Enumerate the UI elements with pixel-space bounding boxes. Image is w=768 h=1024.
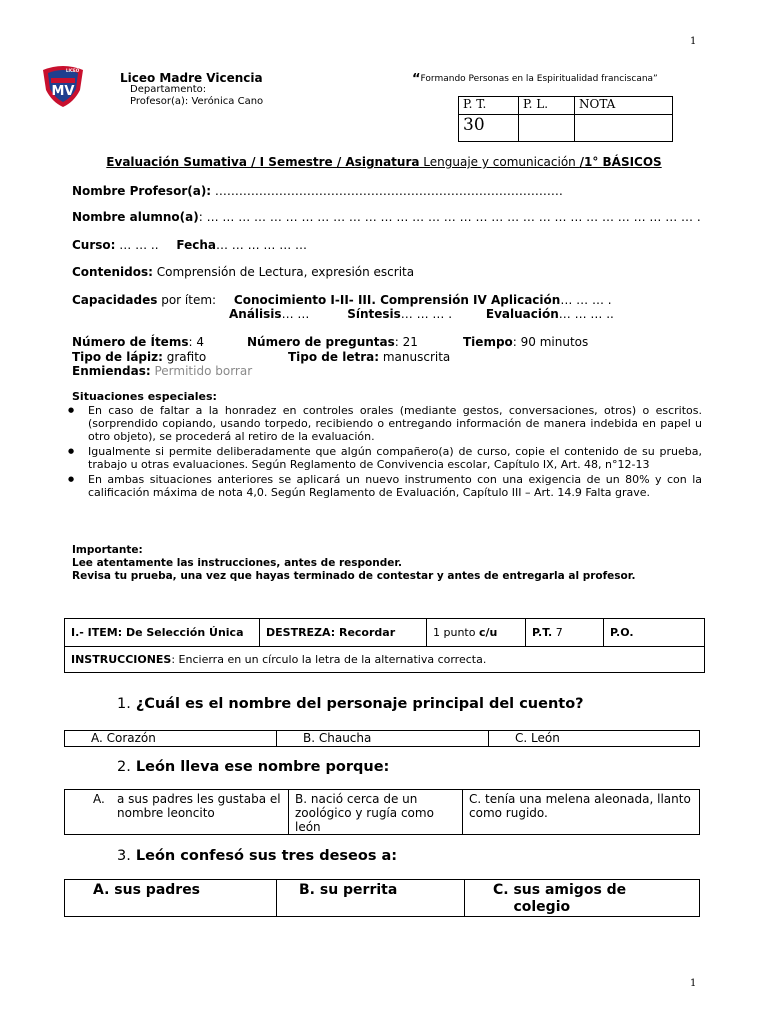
capacity-evaluation: Evaluación [485, 307, 559, 321]
option-1a[interactable]: A. Corazón [65, 731, 277, 747]
pt-value: 7 [552, 626, 563, 639]
item-header-table [64, 618, 705, 673]
question-2-number: 2. [117, 759, 131, 775]
capacity-application-dots: … … … . [560, 293, 612, 307]
po-label[interactable]: P.O. [604, 619, 705, 647]
questions-count-line [247, 335, 418, 349]
capacity-evaluation-dots: … … … .. [558, 307, 614, 321]
date-label: Fecha [176, 238, 216, 252]
grade-value-pl[interactable] [519, 115, 575, 142]
capacity-analysis: Análisis [229, 307, 282, 321]
capacity-analysis-dots: … … [281, 307, 310, 321]
option-3b[interactable]: B. su perrita [277, 880, 465, 917]
pt-cell [526, 619, 604, 647]
option-2a[interactable] [65, 790, 289, 835]
item-label: I.- ITEM: De Selección Única [65, 619, 260, 647]
important-block [72, 544, 635, 583]
list-item: ● En ambas situaciones anteriores se aplicará un nuevo instrumento con una exigencia de un 80% y con la calificación máxima de nota 4,0. Según Reglamento de Evaluación, Capítulo III – Art. 14.9 Falta grave. [68, 473, 702, 499]
option-1b[interactable]: B. Chaucha [277, 731, 489, 747]
capacity-knowledge: Conocimiento I-II- III [233, 293, 372, 307]
question-1-text: ¿Cuál es el nombre del personaje principal del cuento? [130, 696, 584, 712]
question-3-number: 3. [117, 848, 131, 864]
motto [412, 72, 658, 87]
question-1-options [64, 730, 700, 747]
question-2-options [64, 789, 700, 835]
important-line-2: Revisa tu prueba, una vez que hayas terminado de contestar y antes de entregarla al profesor. [72, 570, 636, 582]
corrections-label: Enmiendas: [72, 364, 151, 378]
teacher-name-field[interactable] [72, 184, 563, 198]
crest-label: LICEO [66, 68, 80, 73]
skill-label: DESTREZA: Recordar [260, 619, 427, 647]
time-label: Tiempo [463, 335, 513, 349]
option-2a-letter: A. [93, 792, 105, 806]
capacity-comprehension: . Comprensión IV Aplicación [371, 293, 561, 307]
grade-value-pt: 30 [459, 115, 519, 142]
page-number-top: 1 [690, 36, 697, 47]
pencil-line [72, 350, 206, 364]
capacity-synthesis: Síntesis [347, 307, 401, 321]
contents-label: Contenidos: [72, 265, 153, 279]
option-3c-letter: C. [493, 882, 509, 898]
option-1c[interactable]: C. León [489, 731, 700, 747]
pt-label: P.T. [532, 626, 553, 639]
grade-table [458, 96, 673, 142]
question-2-text: León lleva ese nombre porque: [130, 759, 390, 775]
time-value: : 90 minutos [512, 335, 589, 349]
page-number-bottom: 1 [690, 978, 697, 989]
questions-count-value: : 21 [394, 335, 418, 349]
date-dots: … … … … … … [215, 238, 308, 252]
special-situations-list [68, 404, 702, 501]
instructions-cell [65, 647, 705, 673]
question-1-number: 1. [117, 696, 131, 712]
list-item: ● Igualmente si permite deliberadamente que algún compañero(a) de curso, copie el contenido de su prueba, trabajo u otras evaluaciones. Según Reglamento de Convivencia escolar, Capítulo IX, Art. 48, n°12-13 [68, 445, 702, 471]
title-bold: Evaluación Sumativa / I Semestre / Asignatura [106, 155, 420, 169]
department-label: Departamento: [130, 84, 207, 95]
contents-line [72, 265, 414, 279]
grade-header-pl: P. L. [519, 97, 575, 115]
title-level: /1° BÁSICOS [579, 155, 662, 169]
school-name: Liceo Madre Vicencia [120, 71, 263, 85]
department-block [130, 84, 263, 108]
option-2c[interactable]: C. tenía una melena aleonada, llanto como rugido. [463, 790, 700, 835]
important-line-1: Lee atentamente las instrucciones, antes de responder. [72, 557, 403, 569]
question-2 [117, 759, 389, 775]
teacher-name-label: Nombre Profesor(a): [72, 184, 212, 198]
student-name-label: Nombre alumno(a) [72, 210, 199, 224]
time-line [463, 335, 588, 349]
option-3a[interactable]: A. sus padres [65, 880, 277, 917]
option-3c[interactable] [465, 880, 700, 917]
question-1 [117, 696, 584, 712]
capacities-mid: por ítem: [157, 293, 217, 307]
title-subject: Lenguaje y comunicación [419, 155, 580, 169]
points-unit: c/u [478, 626, 498, 639]
svg-text:MV: MV [51, 84, 75, 99]
corrections-line [72, 364, 252, 378]
pencil-value: grafito [162, 350, 207, 364]
option-2b[interactable]: B. nació cerca de un zoológico y rugía como león [289, 790, 463, 835]
pencil-label: Tipo de lápiz: [72, 350, 163, 364]
option-3c-text: sus amigos de colegio [513, 882, 627, 915]
capacities-label: Capacidades [72, 293, 158, 307]
grade-header-pt: P. T. [459, 97, 519, 115]
capacity-synthesis-dots: … … … . [400, 307, 453, 321]
special-situations-title: Situaciones especiales: [72, 390, 217, 403]
course-label: Curso: [72, 238, 116, 252]
letter-label: Tipo de letra: [288, 350, 380, 364]
course-dots: … … .. [115, 238, 159, 252]
corrections-value: Permitido borrar [150, 364, 253, 378]
letter-line [288, 350, 450, 364]
teacher-name-dots: …………………………………………………………………………… [211, 184, 563, 198]
points-cell [427, 619, 526, 647]
important-title: Importante: [72, 544, 143, 556]
points-pre: 1 punto [433, 626, 479, 639]
instructions-text: : Encierra en un círculo la letra de la alternativa correcta. [171, 653, 487, 666]
student-name-dots: : … … … … … … … … … … … … … … … … … … … … … … … … … … … … … … … . [198, 210, 701, 224]
course-date-field[interactable] [72, 238, 307, 252]
capacities-line [72, 293, 612, 307]
grade-header-nota: NOTA [575, 97, 673, 115]
list-item: ● En caso de faltar a la honradez en controles orales (mediante gestos, conversaciones, otros) o escritos. (sorprendido copiando, usando torpedo, recibiendo o entregando información de manera indebida en papel u otro objeto), se procederá al retiro de la evaluación. [68, 404, 702, 443]
items-count-value: : 4 [188, 335, 204, 349]
motto-quote: “ [412, 72, 421, 87]
items-count-label: Número de Ítems [72, 335, 189, 349]
option-2a-text: a sus padres les gustaba el nombre leoncito [117, 792, 281, 820]
question-3-options [64, 879, 700, 917]
capacities-line-2 [229, 307, 614, 321]
teacher-label: Profesor(a): Verónica Cano [130, 96, 264, 107]
contents-value: Comprensión de Lectura, expresión escrita [152, 265, 415, 279]
letter-value: manuscrita [379, 350, 451, 364]
instructions-label: INSTRUCCIONES [71, 653, 172, 666]
question-3 [117, 848, 397, 864]
student-name-field[interactable] [72, 210, 701, 224]
grade-value-nota[interactable] [575, 115, 673, 142]
question-3-text: León confesó sus tres deseos a: [130, 848, 398, 864]
evaluation-title [40, 155, 728, 169]
items-count-line [72, 335, 204, 349]
questions-count-label: Número de preguntas [247, 335, 395, 349]
motto-text: Formando Personas en la Espiritualidad franciscana” [420, 74, 658, 84]
